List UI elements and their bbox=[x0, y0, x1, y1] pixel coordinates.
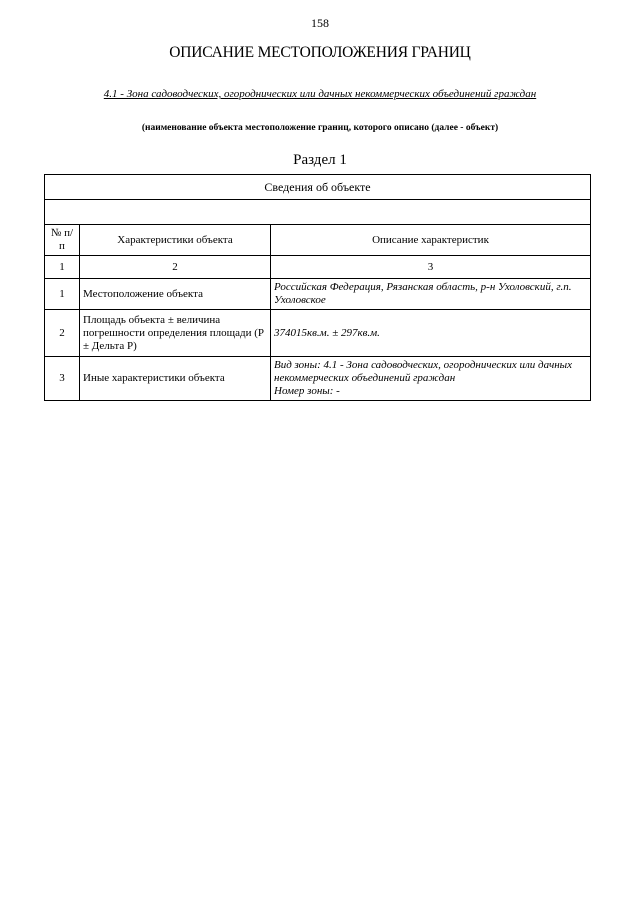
row-description: 374015кв.м. ± 297кв.м. bbox=[271, 310, 591, 357]
header-description: Описание характеристик bbox=[271, 225, 591, 256]
column-number-1: 1 bbox=[45, 256, 80, 279]
zone-type-line: Вид зоны: 4.1 - Зона садоводческих, огороднических или дачных некоммерческих объединений граждан bbox=[274, 359, 572, 384]
row-num: 3 bbox=[45, 357, 80, 401]
row-num: 1 bbox=[45, 279, 80, 310]
table-column-numbers-row bbox=[45, 256, 591, 279]
table-caption: Сведения об объекте bbox=[45, 175, 591, 200]
row-characteristic: Иные характеристики объекта bbox=[80, 357, 271, 401]
page-number: 158 bbox=[311, 16, 329, 30]
table-row bbox=[45, 279, 591, 310]
header-num: № п/п bbox=[45, 225, 80, 256]
header-characteristic: Характеристики объекта bbox=[80, 225, 271, 256]
zone-name: 4.1 - Зона садоводческих, огороднических или дачных некоммерческих объединений граждан bbox=[103, 88, 537, 100]
zone-number-line: Номер зоны: - bbox=[274, 385, 340, 397]
table-row bbox=[45, 357, 591, 401]
row-characteristic: Местоположение объекта bbox=[80, 279, 271, 310]
table-row bbox=[45, 310, 591, 357]
column-number-2: 2 bbox=[80, 256, 271, 279]
section-title: Раздел 1 bbox=[293, 152, 347, 168]
table-empty-cell bbox=[45, 200, 591, 225]
row-characteristic: Площадь объекта ± величина погрешности определения площади (Р ± Дельта Р) bbox=[80, 310, 271, 357]
row-num: 2 bbox=[45, 310, 80, 357]
table-empty-row bbox=[45, 200, 591, 225]
row-description: Российская Федерация, Рязанская область, р-н Ухоловский, г.п. Ухоловское bbox=[271, 279, 591, 310]
object-info-table bbox=[44, 174, 591, 401]
column-number-3: 3 bbox=[271, 256, 591, 279]
table-caption-row bbox=[45, 175, 591, 200]
document-title: ОПИСАНИЕ МЕСТОПОЛОЖЕНИЯ ГРАНИЦ bbox=[169, 44, 471, 61]
table-header-row bbox=[45, 225, 591, 256]
object-name-note: (наименование объекта местоположение границ, которого описано (далее - объект) bbox=[141, 123, 499, 133]
row-description bbox=[271, 357, 591, 401]
